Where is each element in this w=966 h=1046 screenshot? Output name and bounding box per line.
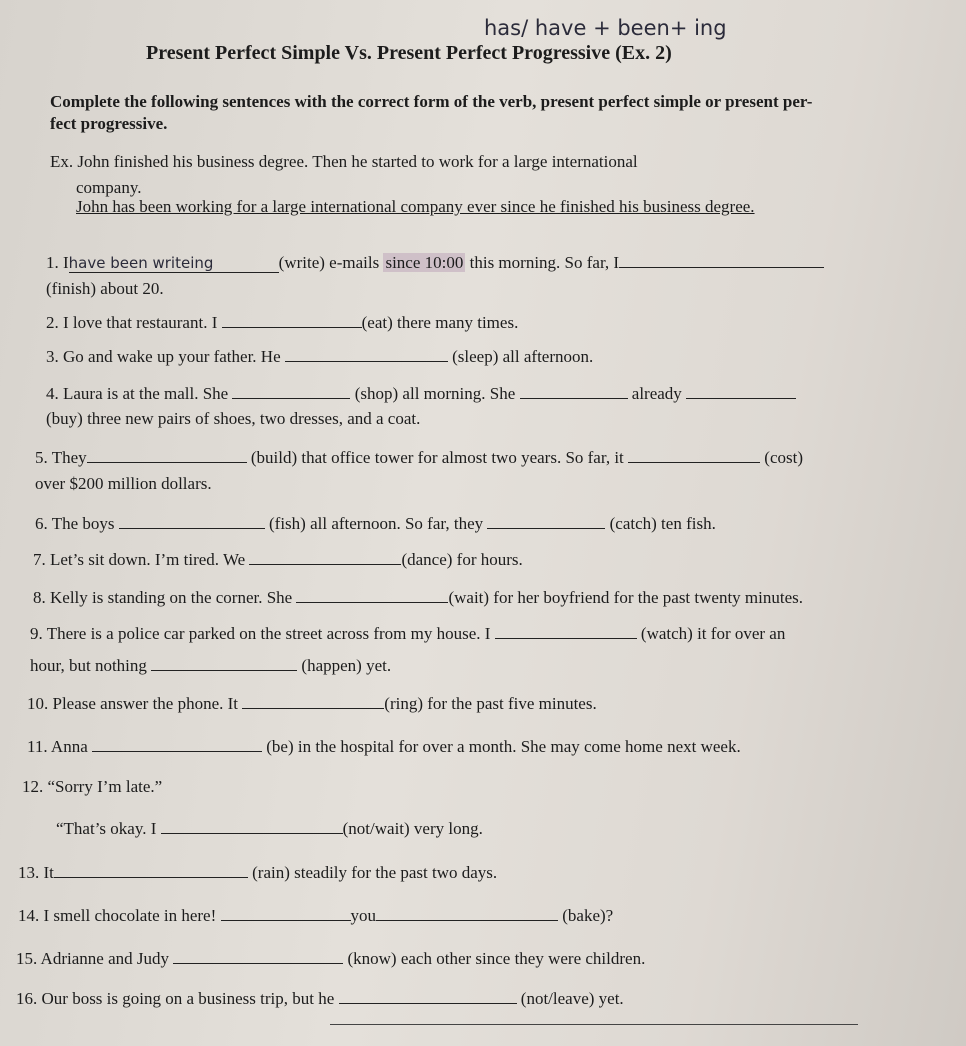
q14-text-b: you [350, 906, 377, 925]
q8-text-b: (wait) for her boyfriend for the past twenty minutes. [448, 588, 804, 607]
q9-text-b: (watch) it for over an [640, 624, 786, 643]
question-16 [16, 989, 624, 1009]
q10-blank[interactable] [242, 694, 384, 709]
q1-highlighted-time: since 10:00 [385, 253, 464, 272]
q5-blank-1[interactable] [87, 448, 247, 463]
q1-blank-2[interactable] [619, 253, 824, 268]
question-10 [27, 694, 597, 714]
q9-text-d: (happen) yet. [301, 656, 392, 675]
q2-blank[interactable] [222, 313, 362, 328]
q5-text-c: (cost) [764, 448, 803, 467]
q5-text-d: over $200 million dollars. [35, 474, 212, 493]
q3-text-b: (sleep) all afternoon. [452, 347, 594, 366]
q15-text-a: 15. Adrianne and Judy [16, 949, 169, 968]
q5-text-a: 5. They [35, 448, 87, 467]
q13-text-a: 13. It [18, 863, 54, 882]
q7-text-b: (dance) for hours. [401, 550, 523, 569]
q15-text-b: (know) each other since they were children. [347, 949, 646, 968]
q4-text-a: 4. Laura is at the mall. She [46, 384, 229, 403]
q9-text-a: 9. There is a police car parked on the street across from my house. I [30, 624, 491, 643]
question-3 [46, 347, 593, 367]
q9-blank-2[interactable] [151, 656, 297, 671]
question-15 [16, 949, 645, 969]
q9-text-c: hour, but nothing [30, 656, 147, 675]
example-answer: John has been working for a large international company ever since he finished his business degree. [76, 197, 755, 216]
bottom-divider [330, 1024, 858, 1025]
q11-text-a: 11. Anna [27, 737, 88, 756]
q1-text-d: this morning. So far, I [469, 253, 620, 272]
q10-text-b: (ring) for the past five minutes. [384, 694, 597, 713]
instructions-line-1: Complete the following sentences with the correct form of the verb, present perfect simple or present per- [50, 92, 813, 111]
q8-blank[interactable] [296, 588, 448, 603]
question-8 [33, 588, 803, 608]
question-6 [35, 514, 716, 534]
question-11 [27, 737, 741, 757]
worksheet-title: Present Perfect Simple Vs. Present Perfect Progressive (Ex. 2) [146, 42, 672, 64]
q14-blank-1[interactable] [221, 906, 351, 921]
q5-blank-2[interactable] [628, 448, 760, 463]
q12-text-b: “That’s okay. I [56, 819, 157, 838]
handwritten-note: has/ have + been+ ing [484, 16, 727, 40]
q2-text-b: (eat) there many times. [361, 313, 519, 332]
q1-text-b: (write) e-mails [278, 253, 380, 272]
q16-blank[interactable] [339, 989, 517, 1004]
q7-blank[interactable] [249, 550, 401, 565]
q4-text-d: (buy) three new pairs of shoes, two dresses, and a coat. [46, 409, 421, 428]
example-line-2: company. [76, 178, 142, 197]
q4-text-b: (shop) all morning. She [354, 384, 516, 403]
q4-blank-1[interactable] [232, 384, 350, 399]
q4-blank-3[interactable] [686, 384, 796, 399]
q6-blank-1[interactable] [119, 514, 265, 529]
q4-text-c: already [631, 384, 682, 403]
question-12-reply [56, 819, 483, 839]
example-line-1: Ex. John finished his business degree. Then he started to work for a large international [50, 152, 638, 171]
q3-blank[interactable] [285, 347, 448, 362]
q16-text-a: 16. Our boss is going on a business trip, but he [16, 989, 335, 1008]
instructions-line-2: fect progressive. [50, 114, 168, 133]
q14-text-a: 14. I smell chocolate in here! [18, 906, 217, 925]
q12-blank[interactable] [161, 819, 343, 834]
q8-text-a: 8. Kelly is standing on the corner. She [33, 588, 293, 607]
q4-blank-2[interactable] [520, 384, 628, 399]
q14-blank-2[interactable] [376, 906, 558, 921]
question-2 [46, 313, 518, 333]
question-5 [35, 448, 803, 468]
question-14 [18, 906, 613, 926]
q5-text-b: (build) that office tower for almost two years. So far, it [250, 448, 624, 467]
question-9-cont [30, 656, 391, 676]
q10-text-a: 10. Please answer the phone. It [27, 694, 239, 713]
question-13 [18, 863, 497, 883]
q14-text-c: (bake)? [562, 906, 614, 925]
q12-text-c: (not/wait) very long. [342, 819, 483, 838]
q1-answer-blank[interactable]: have been writeing [69, 254, 279, 273]
q11-text-b: (be) in the hospital for over a month. She may come home next week. [266, 737, 741, 756]
q6-text-a: 6. The boys [35, 514, 115, 533]
q1-text-a: 1. I [46, 253, 69, 272]
q3-text-a: 3. Go and wake up your father. He [46, 347, 281, 366]
q13-blank[interactable] [54, 863, 248, 878]
q11-blank[interactable] [92, 737, 262, 752]
q2-text-a: 2. I love that restaurant. I [46, 313, 218, 332]
q1-text-e: (finish) about 20. [46, 279, 164, 298]
q12-text-a: 12. “Sorry I’m late.” [22, 777, 163, 796]
question-4 [46, 384, 796, 404]
q13-text-b: (rain) steadily for the past two days. [252, 863, 498, 882]
question-7 [33, 550, 523, 570]
q6-text-b: (fish) all afternoon. So far, they [269, 514, 484, 533]
question-9 [30, 624, 785, 644]
q7-text-a: 7. Let’s sit down. I’m tired. We [33, 550, 246, 569]
question-1 [46, 253, 824, 273]
q16-text-b: (not/leave) yet. [520, 989, 624, 1008]
q9-blank-1[interactable] [495, 624, 637, 639]
q6-text-c: (catch) ten fish. [609, 514, 716, 533]
q15-blank[interactable] [173, 949, 343, 964]
q6-blank-2[interactable] [487, 514, 605, 529]
